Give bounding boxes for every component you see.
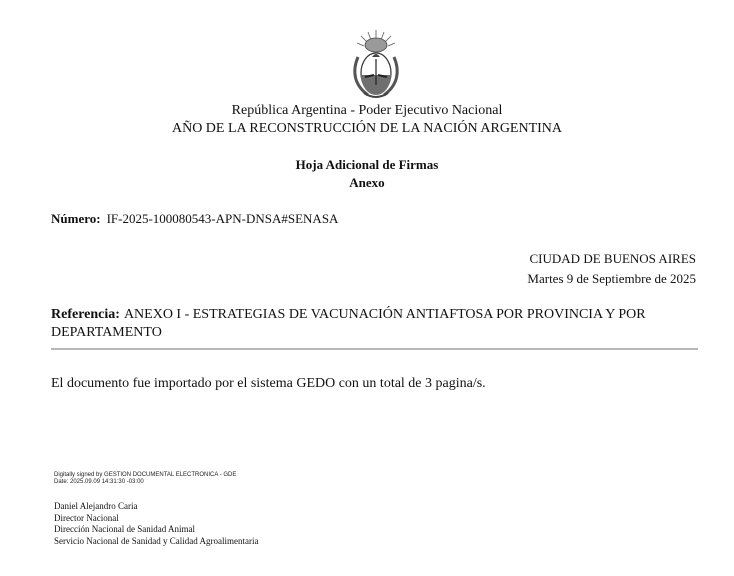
header-government-line: República Argentina - Poder Ejecutivo Nacional <box>231 103 503 118</box>
signer-block <box>54 501 258 547</box>
signer-position: Director Nacional <box>54 512 119 523</box>
signer-service: Servicio Nacional de Sanidad y Calidad Agroalimentaria <box>54 535 259 546</box>
section-divider <box>51 348 698 350</box>
document-number-value: IF-2025-100080543-APN-DNSA#SENASA <box>106 211 339 226</box>
document-title: Hoja Adicional de Firmas <box>295 157 439 172</box>
digital-signature-stamp <box>54 472 236 486</box>
document-reference <box>51 306 671 342</box>
document-body: El documento fue importado por el sistema GEDO con un total de 3 pagina/s. <box>51 376 486 391</box>
reference-label: Referencia: <box>51 307 120 322</box>
coat-of-arms-icon <box>348 27 404 103</box>
document-number <box>51 211 338 227</box>
signer-name: Daniel Alejandro Caria <box>54 501 138 511</box>
digital-signature-signer: Digitally signed by GESTION DOCUMENTAL ELECTRONICA - GDE <box>54 472 237 478</box>
digital-signature-date: Date: 2025.09.09 14:31:30 -03:00 <box>54 479 144 485</box>
signer-direction: Dirección Nacional de Sanidad Animal <box>54 524 195 534</box>
document-date: Martes 9 de Septiembre de 2025 <box>527 271 696 286</box>
header-year-motto: AÑO DE LA RECONSTRUCCIÓN DE LA NACIÓN ARGENTINA <box>171 121 563 136</box>
document-number-label: Número: <box>51 211 101 226</box>
document-city: CIUDAD DE BUENOS AIRES <box>529 251 696 266</box>
reference-value: ANEXO I - ESTRATEGIAS DE VACUNACIÓN ANTIAFTOSA POR PROVINCIA Y POR DEPARTAMENTO <box>51 307 646 340</box>
document-subtitle: Anexo <box>349 175 385 190</box>
